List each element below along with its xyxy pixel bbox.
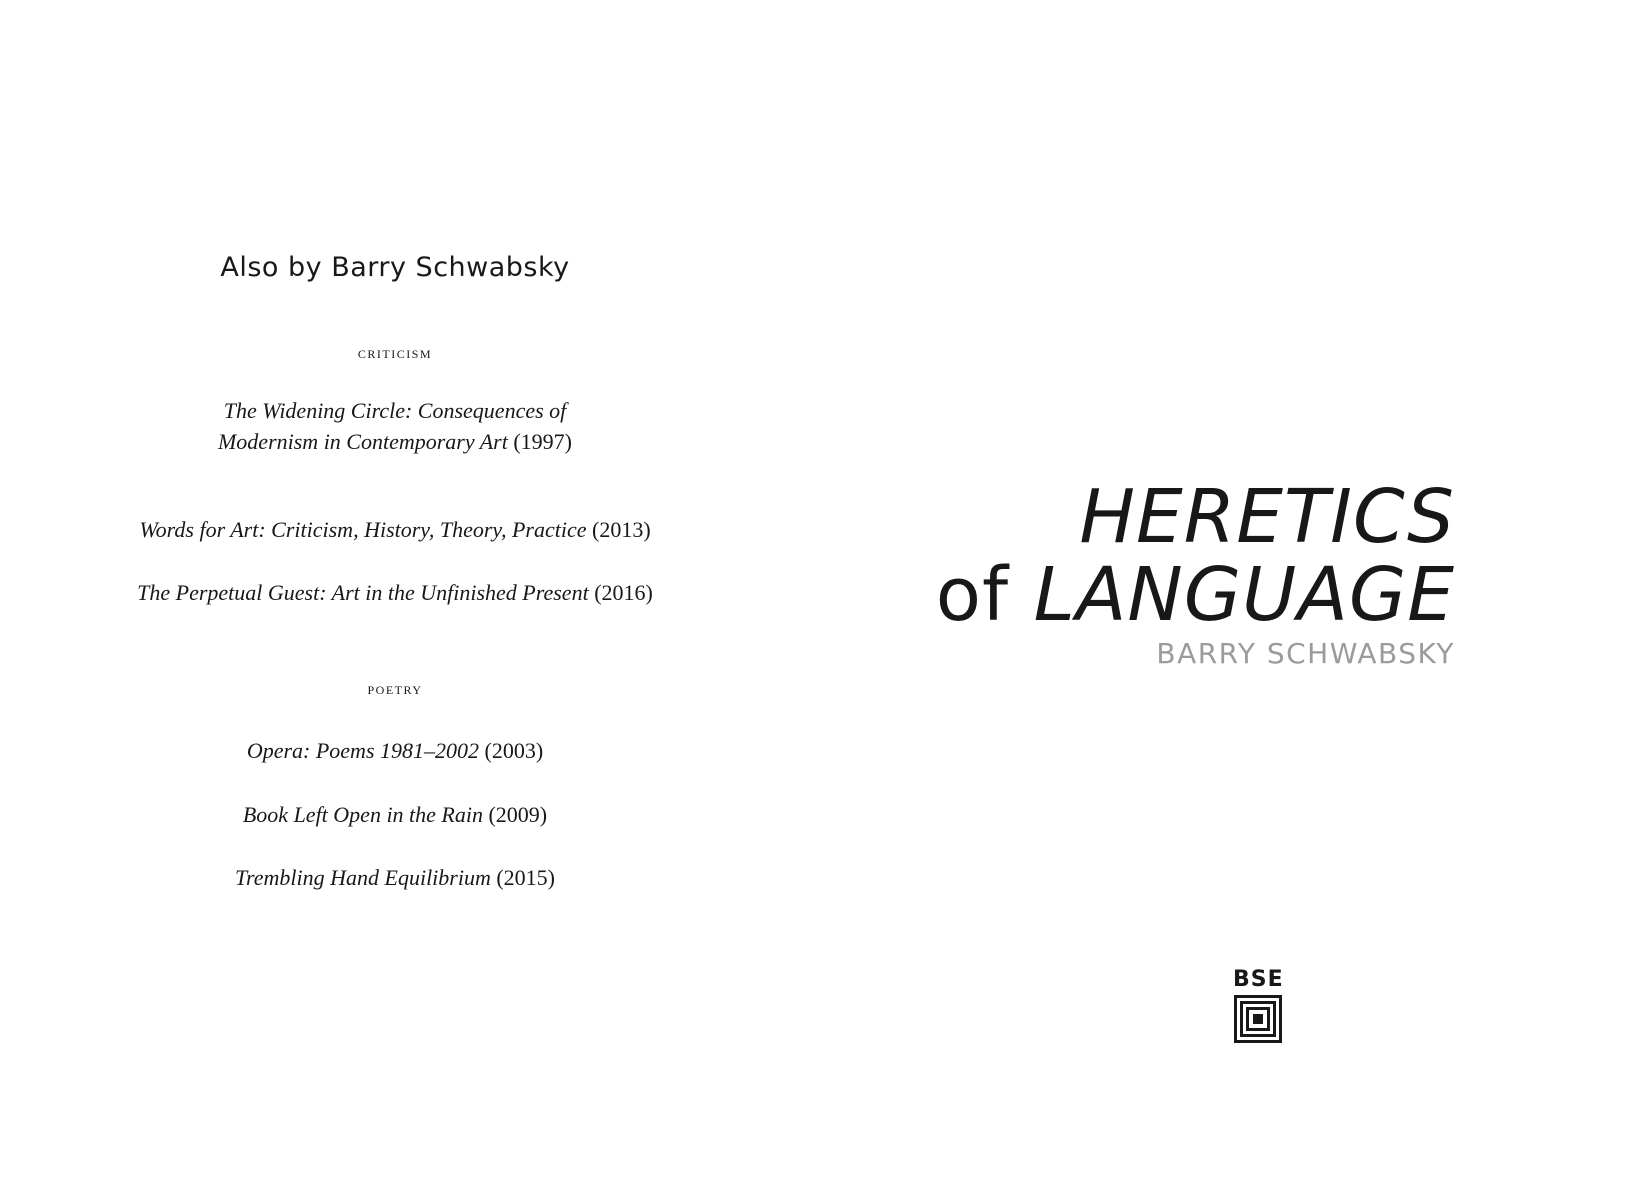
book-title-line-2: of LANGUAGE — [935, 552, 1455, 638]
title-block — [935, 474, 1455, 670]
concentric-squares-icon — [1234, 995, 1282, 1043]
left-page — [0, 0, 790, 1200]
book-year: (2015) — [496, 865, 556, 890]
book-year: (2003) — [484, 738, 544, 763]
book-title-line: Modernism in Contemporary Art — [217, 429, 508, 454]
book-year: (1997) — [513, 429, 573, 454]
book-entry — [0, 514, 790, 545]
book-title: Book Left Open in the Rain — [242, 802, 483, 827]
book-title: Opera: Poems 1981–2002 — [246, 738, 480, 763]
also-by-heading: Also by Barry Schwabsky — [220, 252, 570, 283]
section-label-criticism: criticism — [357, 343, 433, 362]
author-name: BARRY SCHWABSKY — [1156, 637, 1455, 670]
right-page — [790, 0, 1650, 1200]
book-entry — [0, 395, 790, 457]
book-title-line-1: HERETICS — [1079, 474, 1455, 560]
book-entry — [0, 799, 790, 830]
section-label-poetry: poetry — [367, 679, 423, 698]
book-title-line: The Widening Circle: Consequences of — [223, 398, 567, 423]
book-title: Words for Art: Criticism, History, Theory, Practice — [139, 517, 587, 542]
book-title: The Perpetual Guest: Art in the Unfinished Present — [137, 580, 589, 605]
publisher-logo-text: BSE — [1233, 967, 1284, 992]
book-year: (2009) — [488, 802, 548, 827]
book-entry — [0, 862, 790, 893]
book-entry — [0, 735, 790, 766]
book-year: (2013) — [592, 517, 651, 542]
book-entry — [0, 577, 790, 608]
publisher-logo — [1233, 968, 1283, 1043]
book-year: (2016) — [594, 580, 653, 605]
book-title: Trembling Hand Equilibrium — [234, 865, 491, 890]
